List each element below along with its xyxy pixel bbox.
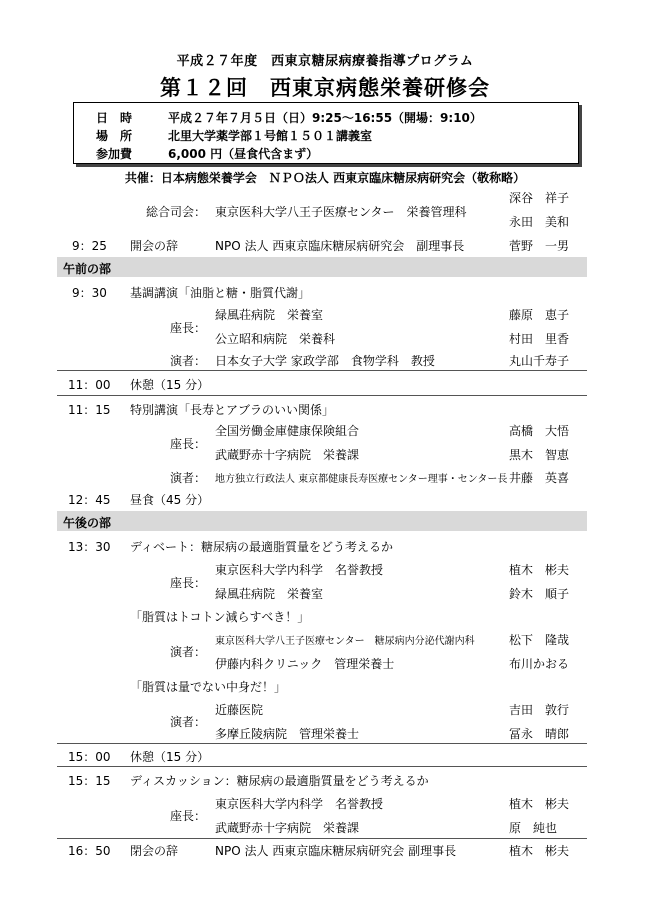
chair-name: 鈴木 順子 bbox=[509, 587, 570, 601]
speaker-label: 演者： bbox=[170, 645, 207, 659]
moderator-affiliation: 東京医科大学八王子医療センター 栄養管理科 bbox=[215, 205, 467, 219]
info-value: 6,000 円（昼食代含まず） bbox=[168, 147, 319, 161]
info-row-venue bbox=[74, 127, 578, 145]
moderator-name: 永田 美和 bbox=[509, 215, 570, 229]
chair-affiliation: 全国労働金庫健康保険組合 bbox=[215, 424, 360, 438]
event-label: 開会の辞 bbox=[130, 239, 179, 253]
section-title: 午前の部 bbox=[63, 262, 112, 276]
speaker-name: 井藤 英喜 bbox=[509, 471, 570, 485]
chair-name: 原 純也 bbox=[509, 821, 558, 835]
speaker-name: 松下 隆哉 bbox=[509, 633, 570, 647]
chair-affiliation: 緑風荘病院 栄養室 bbox=[215, 587, 324, 601]
divider bbox=[57, 766, 587, 767]
info-label: 日 時 bbox=[96, 111, 133, 125]
chair-affiliation: 武蔵野赤十字病院 栄養課 bbox=[215, 821, 360, 835]
event-info-box bbox=[73, 102, 579, 164]
speaker-name: 吉田 敦行 bbox=[509, 703, 570, 717]
speaker-label: 演者： bbox=[170, 354, 207, 368]
speaker-name: 布川かおる bbox=[509, 657, 570, 671]
chair-affiliation: 武蔵野赤十字病院 栄養課 bbox=[215, 448, 360, 462]
chair-affiliation: 東京医科大学内科学 名誉教授 bbox=[215, 797, 384, 811]
time-label: 11：15 bbox=[68, 403, 111, 417]
speaker-name: 冨永 晴郎 bbox=[509, 727, 570, 741]
speaker-affiliation: 伊藤内科クリニック 管理栄養士 bbox=[215, 657, 395, 671]
section-band-morning bbox=[57, 257, 587, 277]
chair-name: 黒木 智恵 bbox=[509, 448, 570, 462]
speaker-affiliation: 東京医科大学八王子医療センター 糖尿病内分泌代謝内科 bbox=[215, 636, 475, 647]
session-title: ディスカッション：糖尿病の最適脂質量をどう考えるか bbox=[130, 774, 429, 788]
speaker-affiliation: 地方独立行政法人 東京都健康長寿医療センター理事・センター長 bbox=[215, 474, 508, 485]
chair-name: 高橋 大悟 bbox=[509, 424, 570, 438]
speaker-name: 菅野 一男 bbox=[509, 239, 570, 253]
time-label: 15：00 bbox=[68, 750, 111, 764]
session-title: 基調講演「油脂と糖・脂質代謝」 bbox=[130, 286, 311, 300]
divider bbox=[57, 838, 587, 839]
divider bbox=[57, 395, 587, 396]
chair-affiliation: 東京医科大学内科学 名誉教授 bbox=[215, 563, 384, 577]
section-band-afternoon bbox=[57, 511, 587, 531]
debate-side-title: 「脂質は量でない中身だ！」 bbox=[130, 680, 287, 694]
info-value: 北里大学薬学部１号館１５０１講義室 bbox=[168, 129, 373, 143]
session-title: ディベート：糖尿病の最適脂質量をどう考えるか bbox=[130, 540, 394, 554]
moderator-label: 総合司会： bbox=[146, 205, 207, 219]
speaker-affiliation: 多摩丘陵病院 管理栄養士 bbox=[215, 727, 360, 741]
divider bbox=[57, 370, 587, 371]
event-label: 閉会の辞 bbox=[130, 844, 179, 858]
chair-label: 座長： bbox=[170, 809, 207, 823]
chair-label: 座長： bbox=[170, 321, 207, 335]
speaker-affiliation: 日本女子大学 家政学部 食物学科 教授 bbox=[215, 354, 435, 368]
debate-side-title: 「脂質はトコトン減らすべき！」 bbox=[130, 610, 310, 624]
info-value: 平成２７年７月５日（日）9:25～16:55（開場：9:10） bbox=[168, 111, 482, 125]
time-label: 12：45 bbox=[68, 493, 111, 507]
event-label: 休憩（15 分） bbox=[130, 750, 210, 764]
program-subtitle: 平成２７年度 西東京糖尿病療養指導プログラム bbox=[176, 54, 474, 69]
chair-name: 植木 彬夫 bbox=[509, 797, 570, 811]
chair-affiliation: 緑風荘病院 栄養室 bbox=[215, 308, 324, 322]
time-label: 15：15 bbox=[68, 774, 111, 788]
time-label: 13：30 bbox=[68, 540, 111, 554]
chair-label: 座長： bbox=[170, 576, 207, 590]
speaker-name: 植木 彬夫 bbox=[509, 844, 570, 858]
time-label: 9：30 bbox=[72, 286, 107, 300]
time-label: 11：00 bbox=[68, 378, 111, 392]
speaker-label: 演者： bbox=[170, 715, 207, 729]
chair-name: 藤原 恵子 bbox=[509, 308, 570, 322]
speaker-name: 丸山千寿子 bbox=[509, 354, 570, 368]
divider bbox=[57, 743, 587, 744]
speaker-label: 演者： bbox=[170, 471, 207, 485]
page-title: 第１２回 西東京病態栄養研修会 bbox=[160, 76, 490, 100]
chair-affiliation: 公立昭和病院 栄養科 bbox=[215, 332, 336, 346]
session-title: 特別講演「長寿とアブラのいい関係」 bbox=[130, 403, 335, 417]
time-label: 9：25 bbox=[72, 239, 107, 253]
info-label: 参加費 bbox=[96, 147, 133, 161]
chair-name: 村田 里香 bbox=[509, 332, 570, 346]
speaker-affiliation: NPO 法人 西東京臨床糖尿病研究会 副理事長 bbox=[215, 239, 465, 253]
moderator-name: 深谷 祥子 bbox=[509, 191, 570, 205]
speaker-affiliation: 近藤医院 bbox=[215, 703, 264, 717]
time-label: 16：50 bbox=[68, 844, 111, 858]
chair-name: 植木 彬夫 bbox=[509, 563, 570, 577]
cohost-line: 共催：日本病態栄養学会 ＮＰＯ法人 西東京臨床糖尿病研究会（敬称略） bbox=[124, 171, 526, 185]
event-label: 休憩（15 分） bbox=[130, 378, 210, 392]
info-row-fee bbox=[74, 145, 578, 163]
info-label: 場 所 bbox=[96, 129, 133, 143]
section-title: 午後の部 bbox=[63, 516, 112, 530]
event-label: 昼食（45 分） bbox=[130, 493, 210, 507]
chair-label: 座長： bbox=[170, 437, 207, 451]
info-row-date bbox=[74, 109, 578, 127]
speaker-affiliation: NPO 法人 西東京臨床糖尿病研究会 副理事長 bbox=[215, 844, 457, 858]
